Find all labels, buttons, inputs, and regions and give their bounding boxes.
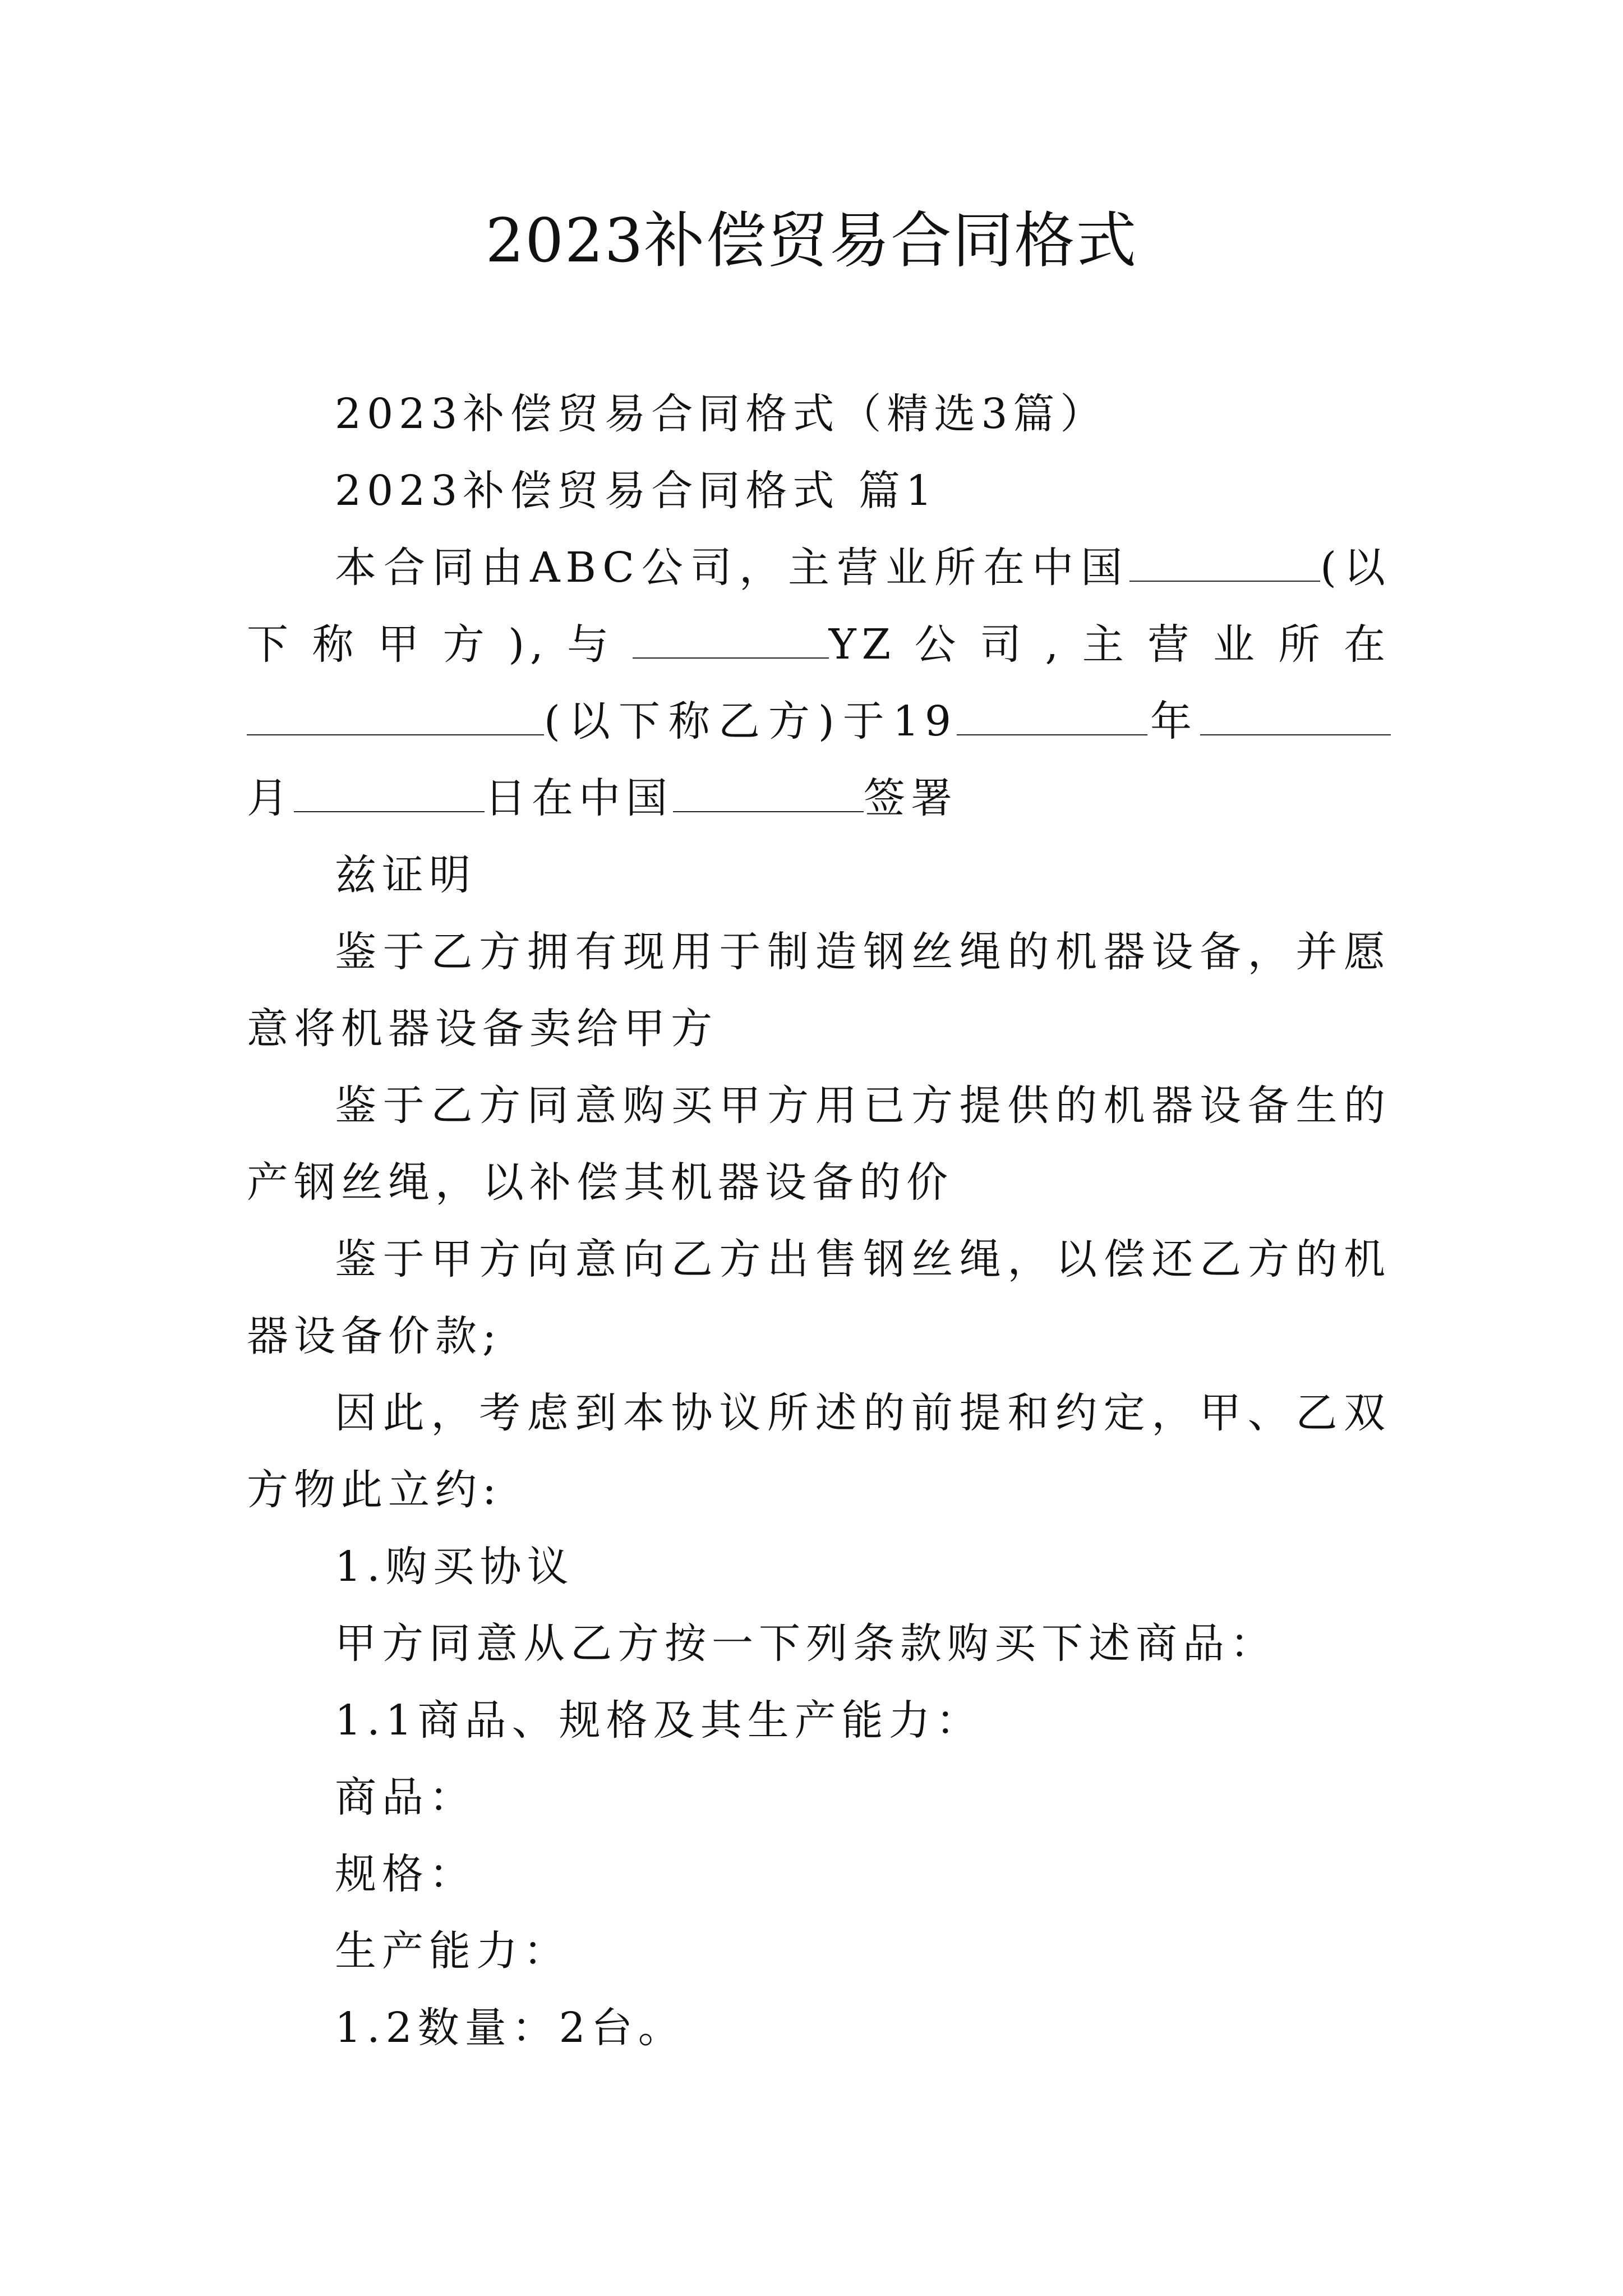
blank-line [294,775,485,812]
blank-line [633,622,829,659]
paragraph: 鉴于乙方同意购买甲方用已方提供的机器设备生的产钢丝绳，以补偿其机器设备的价 [247,1082,1391,1207]
field-label: 商品： [335,1773,476,1821]
intro-text-1: 本合同由ABC公司，主营业所在中国 [335,544,1130,592]
document-body [247,376,1391,2067]
blank-line [1129,545,1320,582]
paragraph: 因此，考虑到本协议所述的前提和约定，甲、乙双方物此立约: [247,1389,1391,1514]
intro-text-2: (以下称甲方),与 [247,544,1391,669]
intro-text-3: YZ公司,主营业所在 [828,620,1391,669]
blank-line [1200,698,1391,735]
field-label: 生产能力： [335,1927,570,1975]
paragraph: 兹证明 [335,851,476,899]
clause-heading: 1.购买协议 [335,1543,574,1591]
intro-text-5: 年 [1147,697,1201,746]
paragraph: 鉴于甲方向意向乙方出售钢丝绳，以偿还乙方的机器设备价款; [247,1235,1391,1360]
intro-text-4: (以下称乙方)于19 [544,697,957,746]
intro-text-6: 月 [247,774,294,822]
clause-item: 1.2数量：2台。 [335,2004,685,2052]
blank-line [957,698,1147,735]
intro-text-7: 日在中国 [485,774,673,822]
blank-line [673,775,864,812]
paragraph: 鉴于乙方拥有现用于制造钢丝绳的机器设备，并愿意将机器设备卖给甲方 [247,928,1391,1053]
contract-intro-paragraph [247,530,1391,837]
clause-item: 1.1商品、规格及其生产能力： [335,1696,983,1745]
blank-line [247,698,544,735]
subtitle-selection: 2023补偿贸易合同格式（精选3篇） [335,390,1108,438]
intro-text-8: 签署 [864,774,958,822]
section-heading: 2023补偿贸易合同格式 篇1 [335,467,938,515]
paragraph: 甲方同意从乙方按一下列条款购买下述商品： [335,1619,1277,1668]
field-label: 规格： [335,1850,476,1898]
document-title: 2023补偿贸易合同格式 [485,206,1138,276]
